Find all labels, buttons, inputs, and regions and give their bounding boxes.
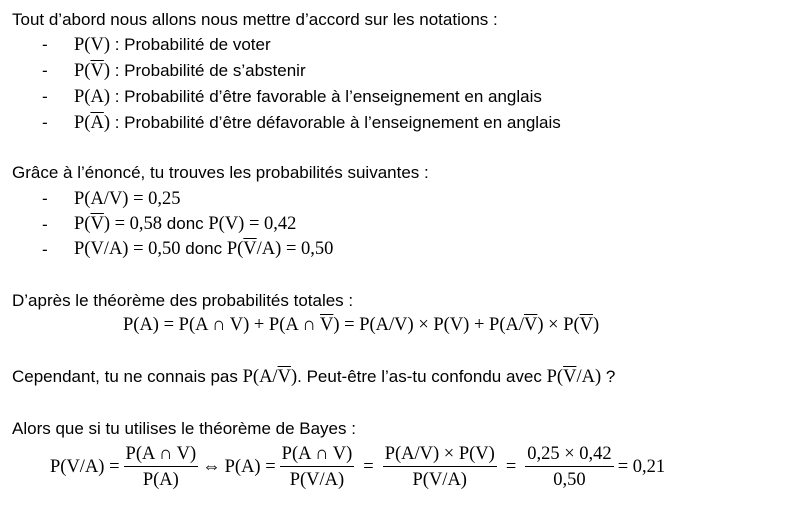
total-probability-formula: P(A) = P(A ∩ V) + P(A ∩ $\overline{V}) = P(A/V) \times P(V) + P(A/\overline{V}) \times P(\overline{V})$ <box>123 315 600 335</box>
fraction: $\frac{0,25 \times 0,42}{0,50}$ <box>527 444 612 490</box>
bullet: - <box>42 61 48 80</box>
given-intro: Grâce à l’énoncé, tu trouves les probabilités suivantes : <box>12 163 429 182</box>
given-item: P(A/V) = 0,25 <box>74 189 181 209</box>
bayes-result: = 0,21 <box>617 456 666 477</box>
given-item: $P(\overline{V}) = 0,58$ donc P(V) = 0,42 <box>74 214 297 234</box>
bayes-formula <box>50 441 665 493</box>
equals-sign: = <box>505 456 517 477</box>
bayes-lhs: P(V/A) = <box>50 456 120 477</box>
bullet: - <box>42 215 48 234</box>
intro-text: Tout d’abord nous allons nous mettre d’accord sur les notations : <box>12 10 498 29</box>
total-intro: D’après le théorème des probabilités totales : <box>12 291 354 310</box>
notation-item: $P(\overline{V})$ : Probabilité de s’abstenir <box>74 61 306 81</box>
bullet: - <box>42 240 48 259</box>
fraction: $\frac{P(A \cap V)}{P(A)}$ <box>125 444 197 490</box>
notation-item: P(A) : Probabilité d’être favorable à l’enseignement en anglais <box>74 87 542 107</box>
bullet: - <box>42 87 48 106</box>
bullet: - <box>42 113 48 132</box>
notation-item: P(V) : Probabilité de voter <box>74 35 271 55</box>
bayes-mid: P(A) = <box>224 456 276 477</box>
bullet: - <box>42 35 48 54</box>
given-item: P(V/A) = 0,50 donc $P(\overline{V}/A) = 0,50$ <box>74 239 334 259</box>
notation-item: $P(\overline{A})$ : Probabilité d’être défavorable à l’enseignement en anglais <box>74 113 561 133</box>
fraction: $\frac{P(A/V) \times P(V)}{P(V/A)}$ <box>384 444 495 490</box>
equivalence-symbol: ⇔ <box>202 456 221 477</box>
bullet: - <box>42 189 48 208</box>
fraction: $\frac{P(A \cap V)}{P(V/A)}$ <box>281 444 353 490</box>
however-text: Cependant, tu ne connais pas $P(A/\overline{V})$. Peut-être l’as-tu confondu avec $P(\overline{V}/A)$ ? <box>12 367 616 387</box>
equals-sign: = <box>363 456 374 477</box>
bayes-intro: Alors que si tu utilises le théorème de Bayes : <box>12 419 356 438</box>
